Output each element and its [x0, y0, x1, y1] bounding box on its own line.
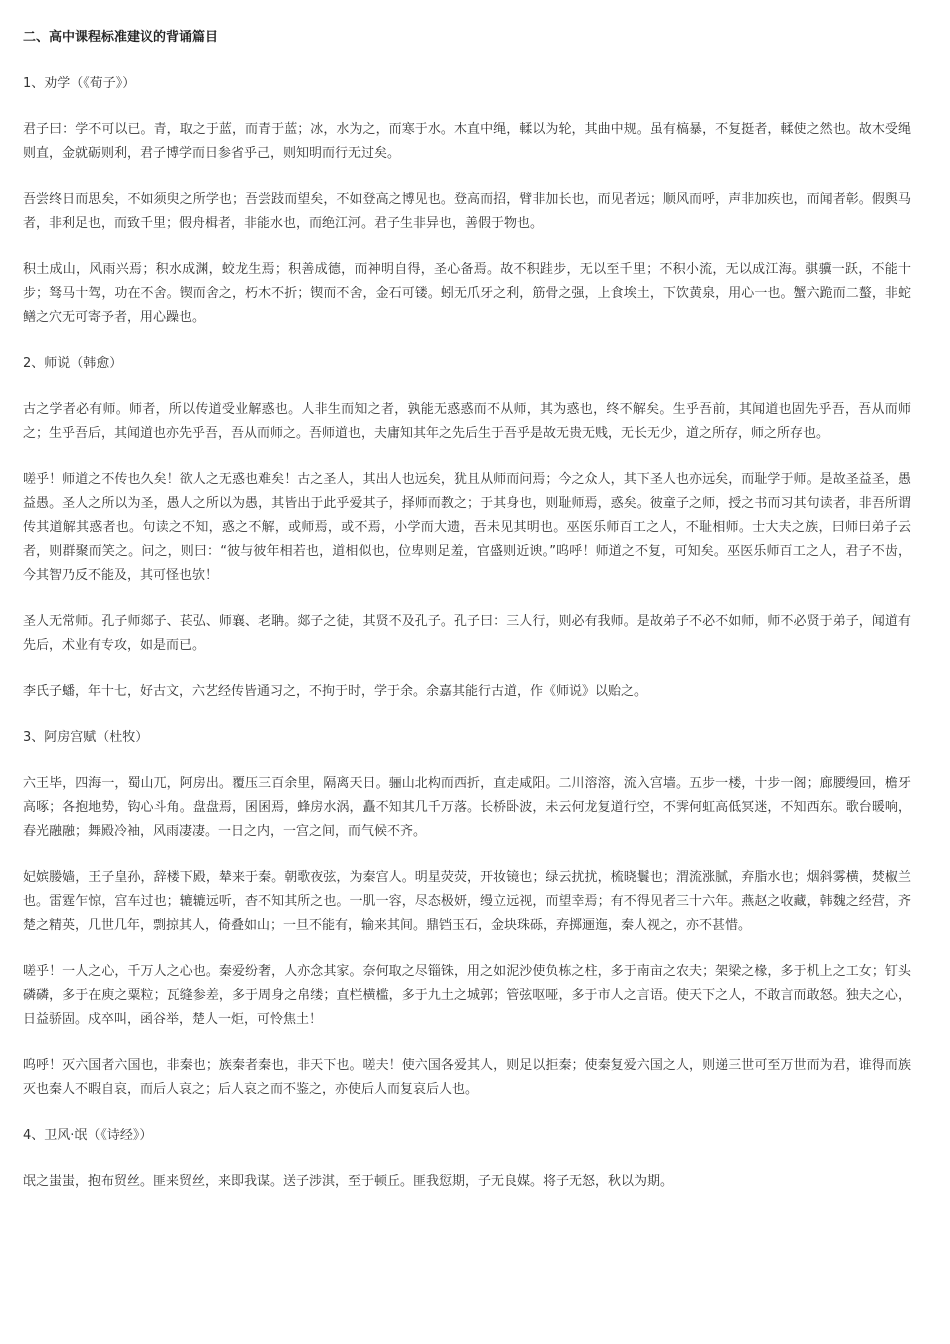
section-meng: [23, 1124, 911, 1194]
section-title: 4、卫风·氓（《诗经》）: [23, 1128, 153, 1143]
section-title: 1、劝学（《荀子》）: [23, 76, 136, 91]
paragraph: 吾尝终日而思矣，不如须臾之所学也；吾尝跂而望矣，不如登高之博见也。登高而招，臂非加长也，而见者远；顺风而呼，声非加疾也，而闻者彰。假舆马者，非利足也，而致千里；假舟楫者，非能水也，而绝江河。君子生非异也，善假于物也。: [23, 192, 911, 231]
paragraph: 古之学者必有师。师者，所以传道受业解惑也。人非生而知之者，孰能无惑惑而不从师，其为惑也，终不解矣。生乎吾前，其闻道也固先乎吾，吾从而师之；生乎吾后，其闻道也亦先乎吾，吾从而师之。吾师道也，夫庸知其年之先后生于吾乎是故无贵无贱，无长无少，道之所存，师之所存也。: [23, 402, 911, 441]
section-title: 2、师说（韩愈）: [23, 356, 123, 371]
paragraph: 六王毕，四海一，蜀山兀，阿房出。覆压三百余里，隔离天日。骊山北构而西折，直走咸阳。二川溶溶，流入宫墙。五步一楼，十步一阁；廊腰缦回，檐牙高啄；各抱地势，钩心斗角。盘盘焉，囷囷焉，蜂房水涡，矗不知其几千万落。长桥卧波，未云何龙复道行空，不霁何虹高低冥迷，不知西东。歌台暖响，春光融融；舞殿冷袖，风雨凄凄。一日之内，一宫之间，而气候不齐。: [23, 776, 911, 839]
paragraph: 呜呼！灭六国者六国也，非秦也；族秦者秦也，非天下也。嗟夫！使六国各爱其人，则足以拒秦；使秦复爱六国之人，则递三世可至万世而为君，谁得而族灭也秦人不暇自哀，而后人哀之；后人哀之而不鉴之，亦使后人而复哀后人也。: [23, 1058, 911, 1097]
paragraph: 李氏子蟠，年十七，好古文，六艺经传皆通习之，不拘于时，学于余。余嘉其能行古道，作《师说》以贻之。: [23, 684, 648, 699]
document-heading: 二、高中课程标准建议的背诵篇目: [23, 30, 219, 45]
paragraph: 君子曰：学不可以已。青，取之于蓝，而青于蓝；冰，水为之，而寒于水。木直中绳，輮以为轮，其曲中规。虽有槁暴，不复挺者，輮使之然也。故木受绳则直，金就砺则利，君子博学而日参省乎己，则知明而行无过矣。: [23, 122, 911, 161]
section-quanxue: [23, 72, 911, 330]
paragraph: 氓之蚩蚩，抱布贸丝。匪来贸丝，来即我谋。送子涉淇，至于顿丘。匪我愆期，子无良媒。将子无怒，秋以为期。: [23, 1174, 674, 1189]
section-shishuo: [23, 352, 911, 704]
document-body: [23, 26, 911, 1216]
section-efanggongfu: [23, 726, 911, 1102]
paragraph: 嗟乎！一人之心，千万人之心也。秦爱纷奢，人亦念其家。奈何取之尽锱铢，用之如泥沙使负栋之柱，多于南亩之农夫；架梁之椽，多于机上之工女；钉头磷磷，多于在庾之粟粒；瓦缝参差，多于周身之帛缕；直栏横槛，多于九土之城郭；管弦呕哑，多于市人之言语。使天下之人，不敢言而敢怒。独夫之心，日益骄固。戍卒叫，函谷举，楚人一炬，可怜焦土！: [23, 964, 911, 1027]
paragraph: 积土成山，风雨兴焉；积水成渊，蛟龙生焉；积善成德，而神明自得，圣心备焉。故不积跬步，无以至千里；不积小流，无以成江海。骐骥一跃，不能十步；驽马十驾，功在不舍。锲而舍之，朽木不折；锲而不舍，金石可镂。蚓无爪牙之利，筋骨之强，上食埃土，下饮黄泉，用心一也。蟹六跪而二螯，非蛇鳝之穴无可寄予者，用心躁也。: [23, 262, 911, 325]
paragraph: 圣人无常师。孔子师郯子、苌弘、师襄、老聃。郯子之徒，其贤不及孔子。孔子曰：三人行，则必有我师。是故弟子不必不如师，师不必贤于弟子，闻道有先后，术业有专攻，如是而已。: [23, 614, 911, 653]
paragraph: 嗟乎！师道之不传也久矣！欲人之无惑也难矣！古之圣人，其出人也远矣，犹且从师而问焉；今之众人，其下圣人也亦远矣，而耻学于师。是故圣益圣，愚益愚。圣人之所以为圣，愚人之所以为愚，其皆出于此乎爱其子，择师而教之；于其身也，则耻师焉，惑矣。彼童子之师，授之书而习其句读者，非吾所谓传其道解其惑者也。句读之不知，惑之不解，或师焉，或不焉，小学而大遗，吾未见其明也。巫医乐师百工之人，不耻相师。士大夫之族，曰师曰弟子云者，则群聚而笑之。问之，则曰：“彼与彼年相若也，道相似也，位卑则足羞，官盛则近谀。”呜呼！师道之不复，可知矣。巫医乐师百工之人，君子不齿，今其智乃反不能及，其可怪也欤！: [23, 472, 911, 583]
paragraph: 妃嫔媵嫱，王子皇孙，辞楼下殿，辇来于秦。朝歌夜弦，为秦宫人。明星荧荧，开妆镜也；绿云扰扰，梳晓鬟也；渭流涨腻，弃脂水也；烟斜雾横，焚椒兰也。雷霆乍惊，宫车过也；辘辘远听，杳不知其所之也。一肌一容，尽态极妍，缦立远视，而望幸焉；有不得见者三十六年。燕赵之收藏，韩魏之经营，齐楚之精英，几世几年，剽掠其人，倚叠如山；一旦不能有，输来其间。鼎铛玉石，金块珠砾，弃掷逦迤，秦人视之，亦不甚惜。: [23, 870, 911, 933]
section-title: 3、阿房宫赋（杜牧）: [23, 730, 149, 745]
